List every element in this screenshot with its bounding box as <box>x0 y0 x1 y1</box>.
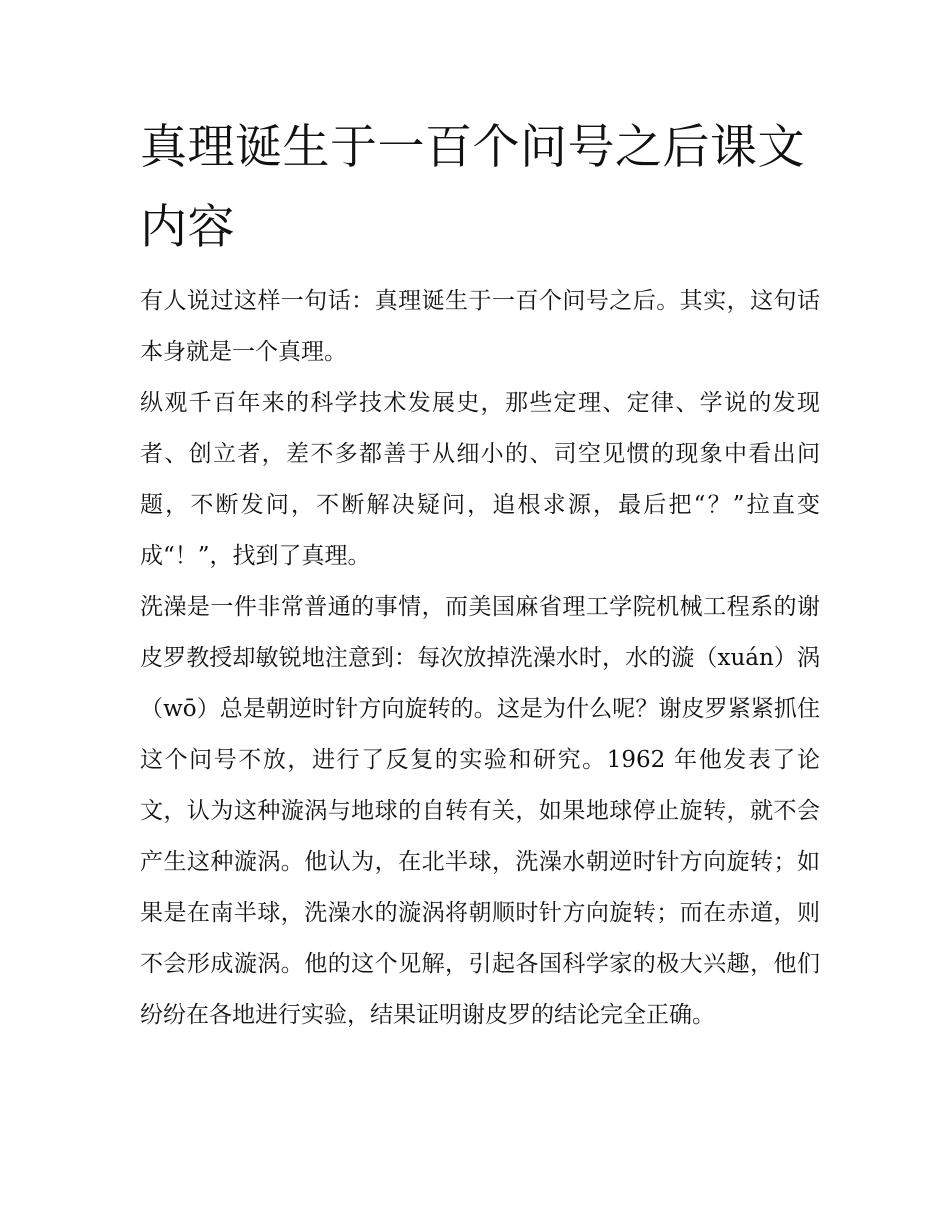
paragraph-2: 纵观千百年来的科学技术发展史，那些定理、定律、学说的发现者、创立者，差不多都善于从细小的、司空见惯的现象中看出问题，不断发问，不断解决疑问，追根求源，最后把“？”拉直变成“！”，找到了真理。 <box>140 390 820 569</box>
document-title: 真理诞生于一百个问号之后课文内容 <box>140 120 805 255</box>
paragraph-3: 洗澡是一件非常普通的事情，而美国麻省理工学院机械工程系的谢皮罗教授却敏锐地注意到：每次放掉洗澡水时，水的漩（xuán）涡（wō）总是朝逆时针方向旋转的。这是为什么呢？谢皮罗紧紧抓住这个问号不放，进行了反复的实验和研究。1962 年他发表了论文，认为这种漩涡与地球的自转有关，如果地球停止旋转，就不会产生这种漩涡。他认为，在北半球，洗澡水朝逆时针方向旋转；如果是在南半球，洗澡水的漩涡将朝顺时针方向旋转；而在赤道，则不会形成漩涡。他的这个见解，引起各国科学家的极大兴趣，他们纷纷在各地进行实验，结果证明谢皮罗的结论完全正确。 <box>140 594 820 1028</box>
paragraph-1: 有人说过这样一句话：真理诞生于一百个问号之后。其实，这句话本身就是一个真理。 <box>140 288 820 365</box>
